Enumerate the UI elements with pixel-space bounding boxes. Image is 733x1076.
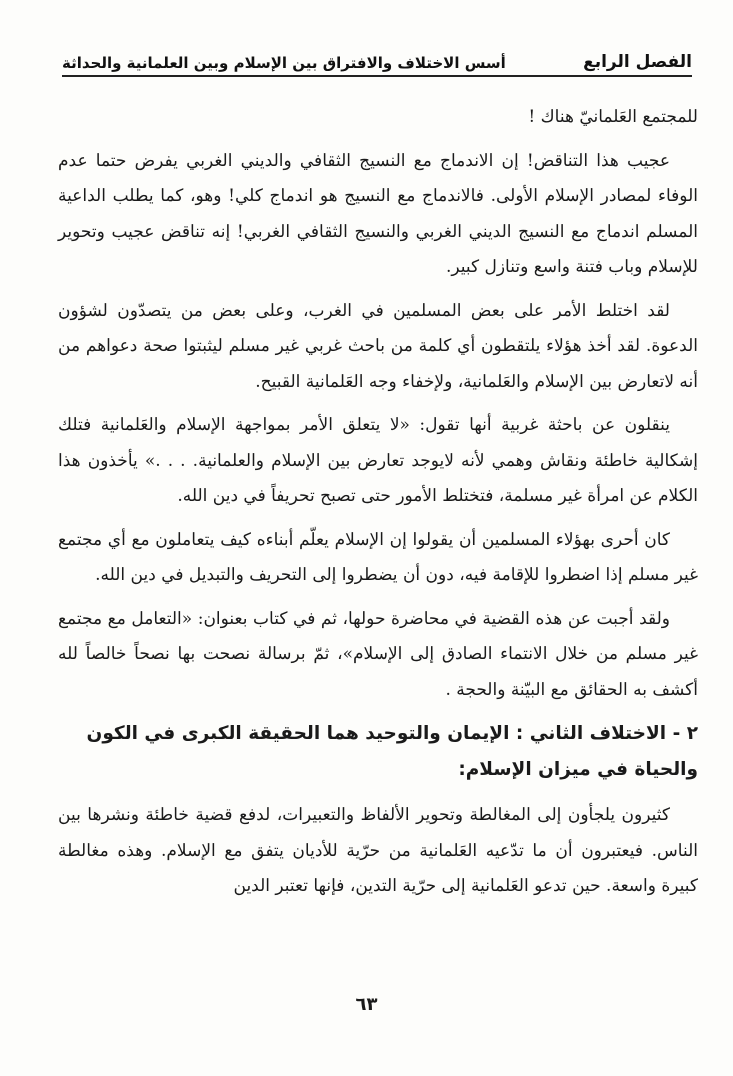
paragraph-5: كان أحرى بهؤلاء المسلمين أن يقولوا إن الإسلام يعلّم أبناءه كيف يتعاملون مع أي مجتمع غير مسلم إذا اضطروا للإقامة فيه، دون أن يضطروا إلى التحريف والتبديل في دين الله. bbox=[58, 529, 698, 585]
running-header bbox=[62, 40, 692, 77]
paragraph-3: لقد اختلط الأمر على بعض المسلمين في الغرب، وعلى بعض من يتصدّون لشؤون الدعوة. لقد أخذ هؤلاء يلتقطون أي كلمة من باحث غربي غير مسلم ليثبتوا صحة دعواهم من أنه لاتعارض بين الإسلام والعَلمانية، ولإخفاء وجه العَلمانية القبيح. bbox=[58, 300, 698, 392]
paragraph-2: عجيب هذا التناقض! إن الاندماج مع النسيج الثقافي والديني الغربي يفرض حتما عدم الوفاء لمصادر الإسلام الأولى. فالاندماج مع النسيج هو اندماج كلي! وهو، كما يطلب الداعية المسلم اندماج مع النسيج الديني الغربي والنسيج الثقافي الغربي! إنه تناقض عجيب وتحوير للإسلام وباب فتنة واسع وتنازل كبير. bbox=[58, 150, 698, 277]
chapter-title: الفصل الرابع bbox=[583, 52, 692, 72]
section-heading: ٢ - الاختلاف الثاني : الإيمان والتوحيد هما الحقيقة الكبرى في الكون والحياة في ميزان الإسلام: bbox=[86, 723, 698, 780]
paragraph-4: ينقلون عن باحثة غربية أنها تقول: «لا يتعلق الأمر بمواجهة الإسلام والعَلمانية فتلك إشكالية خاطئة ونقاش وهمي لأنه لايوجد تعارض بين الإسلام والعلمانية. . . .» يأخذون هذا الكلام عن امرأة غير مسلمة، فتختلط الأمور حتى تصبح تحريفاً في دين الله. bbox=[58, 415, 698, 506]
page-body bbox=[58, 100, 698, 913]
book-title: أسس الاختلاف والافتراق بين الإسلام وبين العلمانية والحداثة bbox=[62, 54, 506, 72]
page-number: ٦٣ bbox=[355, 994, 378, 1015]
paragraph-1: للمجتمع العَلمانيّ هناك ! bbox=[528, 107, 698, 127]
paragraph-7: كثيرون يلجأون إلى المغالطة وتحوير الألفاظ والتعبيرات، لدفع قضية خاطئة ونشرها بين الناس. فيعتبرون أن ما تدّعيه العَلمانية من حرّية للأديان يتفق مع الإسلام. وهذه مغالطة كبيرة واسعة. حين تدعو العَلمانية إلى حرّية التدين، فإنها تعتبر الدين bbox=[58, 805, 698, 896]
paragraph-6: ولقد أجبت عن هذه القضية في محاضرة حولها، ثم في كتاب بعنوان: «التعامل مع مجتمع غير مسلم من خلال الانتماء الصادق إلى الإسلام»، ثمّ برسالة نصحت بها نصحاً خالصاً لله أكشف به الحقائق مع البيّنة والحجة . bbox=[58, 608, 698, 700]
